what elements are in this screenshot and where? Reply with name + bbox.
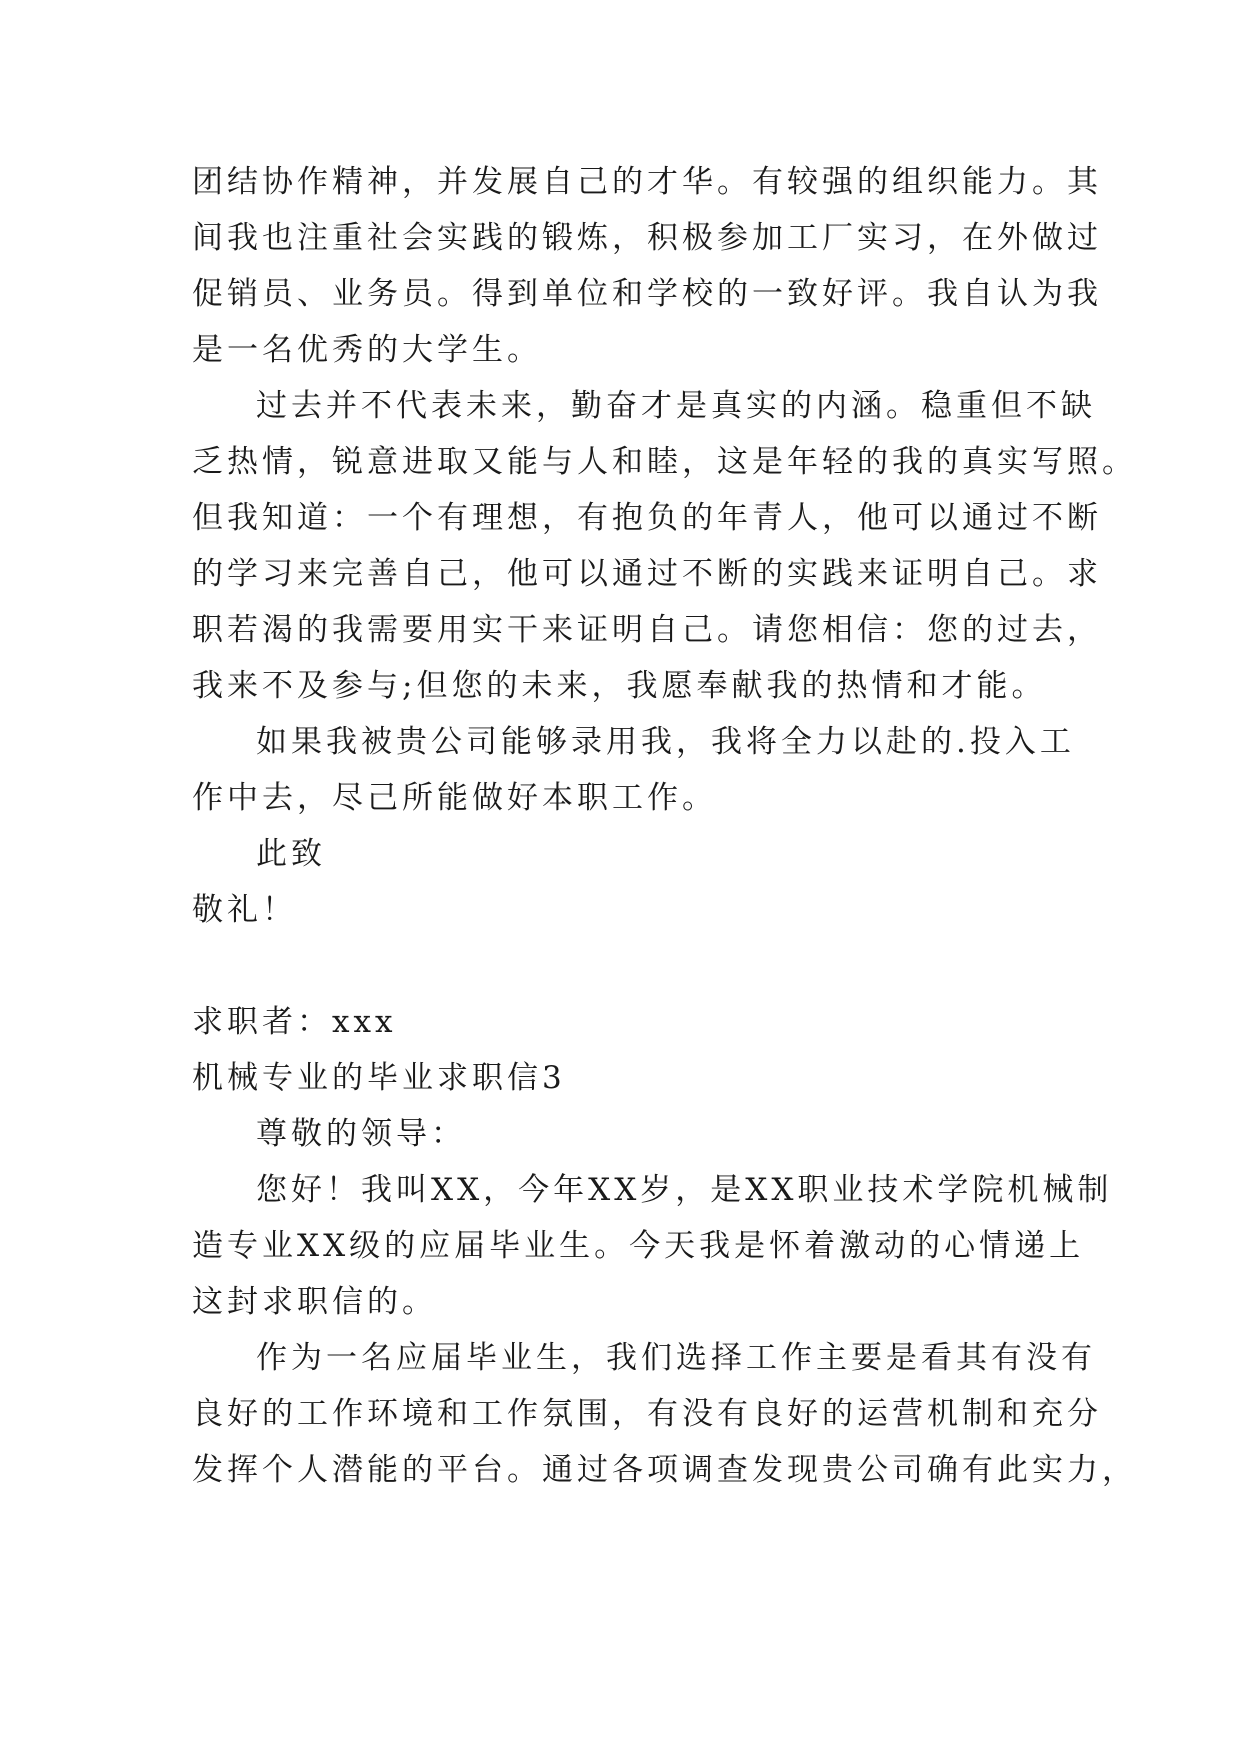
paragraph-first-line: 如果我被贵公司能够录用我，我将全力以赴的.投入工 bbox=[256, 724, 1075, 760]
section-title: 机械专业的毕业求职信3 bbox=[192, 1060, 566, 1096]
body-text-line: 这封求职信的。 bbox=[192, 1284, 437, 1320]
body-text-line: 是一名优秀的大学生。 bbox=[192, 332, 542, 368]
body-text-line: 造专业XX级的应届毕业生。今天我是怀着激动的心情递上 bbox=[192, 1228, 1085, 1264]
paragraph-first-line: 过去并不代表未来，勤奋才是真实的内涵。稳重但不缺 bbox=[256, 388, 1096, 424]
body-text-line: 促销员、业务员。得到单位和学校的一致好评。我自认为我 bbox=[192, 276, 1102, 312]
body-text-line: 乏热情，锐意进取又能与人和睦，这是年轻的我的真实写照。 bbox=[192, 444, 1137, 480]
paragraph-first-line: 作为一名应届毕业生，我们选择工作主要是看其有没有 bbox=[256, 1340, 1096, 1376]
paragraph-first-line: 您好！我叫XX，今年XX岁，是XX职业技术学院机械制 bbox=[256, 1172, 1113, 1208]
body-text-line: 团结协作精神，并发展自己的才华。有较强的组织能力。其 bbox=[192, 164, 1102, 200]
body-text-line: 的学习来完善自己，他可以通过不断的实践来证明自己。求 bbox=[192, 556, 1102, 592]
salutation-line: 敬礼！ bbox=[192, 892, 297, 928]
body-text-line: 良好的工作环境和工作氛围，有没有良好的运营机制和充分 bbox=[192, 1396, 1102, 1432]
body-text-line: 作中去，尽己所能做好本职工作。 bbox=[192, 780, 717, 816]
body-text-line: 我来不及参与;但您的未来，我愿奉献我的热情和才能。 bbox=[192, 668, 1047, 704]
closing-line: 此致 bbox=[256, 836, 326, 872]
body-text-line: 间我也注重社会实践的锻炼，积极参加工厂实习，在外做过 bbox=[192, 220, 1102, 256]
body-text-line: 发挥个人潜能的平台。通过各项调查发现贵公司确有此实力， bbox=[192, 1452, 1137, 1488]
greeting-line: 尊敬的领导： bbox=[256, 1116, 466, 1152]
signature-line: 求职者：xxx bbox=[192, 1004, 397, 1040]
body-text-line: 职若渴的我需要用实干来证明自己。请您相信：您的过去， bbox=[192, 612, 1102, 648]
body-text-line: 但我知道：一个有理想，有抱负的年青人，他可以通过不断 bbox=[192, 500, 1102, 536]
